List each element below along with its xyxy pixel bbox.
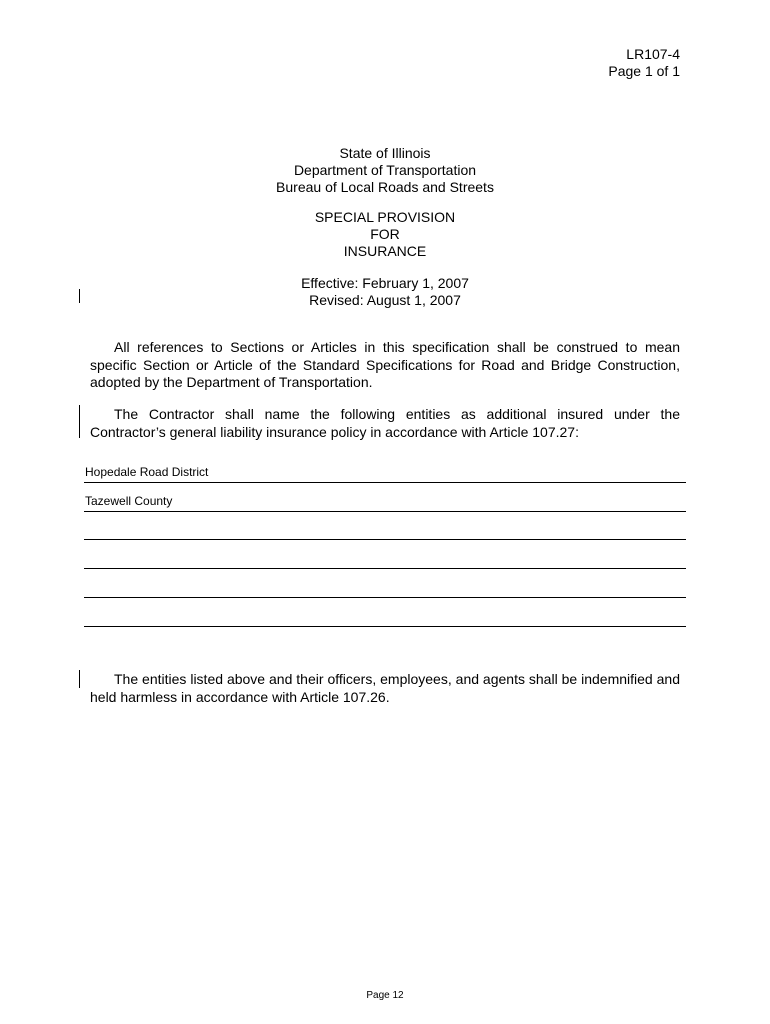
document-dates <box>0 275 770 309</box>
entity-line <box>84 454 686 483</box>
agency-heading <box>0 145 770 196</box>
entity-line <box>84 569 686 598</box>
revised-date: Revised: August 1, 2007 <box>309 292 461 308</box>
page-indicator: Page 1 of 1 <box>608 63 680 79</box>
indemnified-paragraph: The entities listed above and their officers, employees, and agents shall be indemnified and held harmless in accordance with Article 107.26. <box>90 671 680 705</box>
additional-insured-list <box>84 454 686 627</box>
agency-bureau: Bureau of Local Roads and Streets <box>276 179 494 195</box>
form-identifier <box>608 46 680 80</box>
document-title <box>0 209 770 260</box>
title-line-2: FOR <box>370 226 400 242</box>
form-number: LR107-4 <box>626 46 680 62</box>
entity-name: Tazewell County <box>85 493 173 508</box>
title-line-3: INSURANCE <box>343 243 427 259</box>
references-paragraph: All references to Sections or Articles in this specification shall be construed to mean specific Section or Article of the Standard Specifications for Road and Bridge Construction, adopted by the Department of Transportation. <box>90 339 680 390</box>
revision-change-bar <box>79 670 80 688</box>
revision-change-bar <box>79 405 80 438</box>
entity-name: Hopedale Road District <box>85 464 209 479</box>
entity-line <box>84 540 686 569</box>
page-footer: Page 12 <box>366 990 404 1001</box>
entity-line <box>84 512 686 541</box>
agency-department: Department of Transportation <box>293 162 477 178</box>
effective-date: Effective: February 1, 2007 <box>301 275 469 291</box>
title-line-1: SPECIAL PROVISION <box>314 209 456 225</box>
additional-insured-paragraph: The Contractor shall name the following entities as additional insured under the Contractor’s general liability insurance policy in accordance with Article 107.27: <box>90 406 680 440</box>
entity-line <box>84 598 686 627</box>
agency-state: State of Illinois <box>339 145 431 161</box>
entity-line <box>84 483 686 512</box>
